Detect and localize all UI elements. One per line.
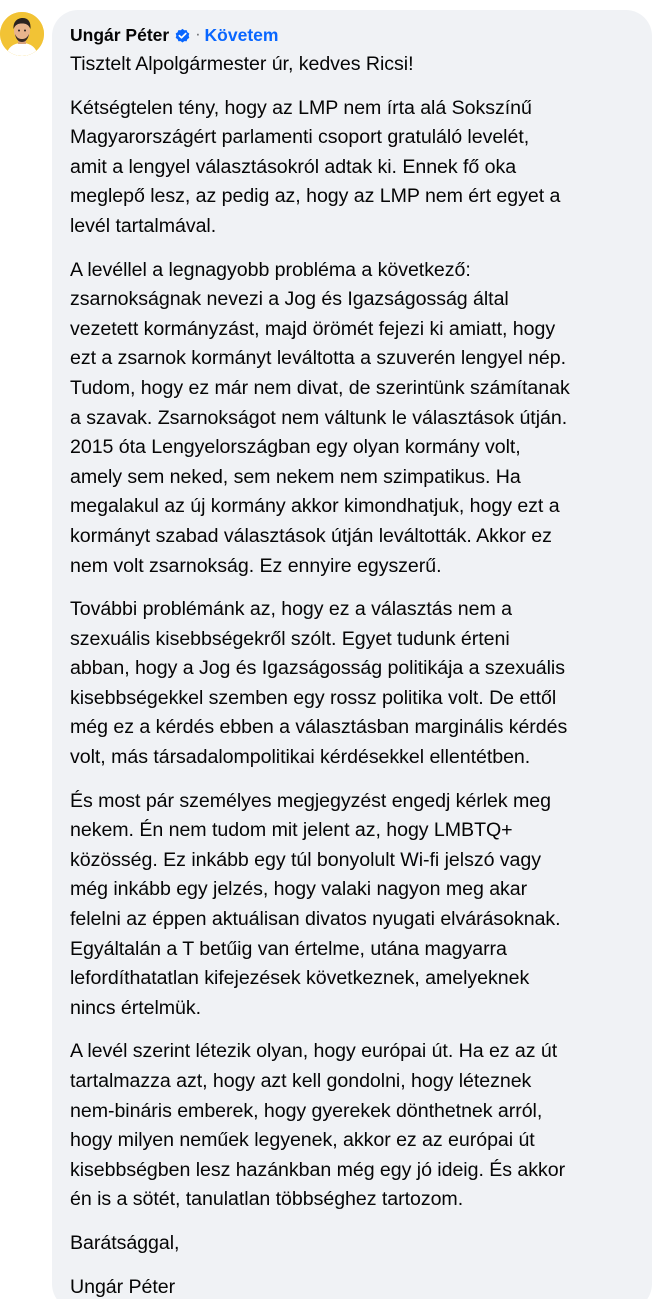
paragraph-3	[70, 595, 640, 773]
text-line: nekem. Én nem tudom mit jelent az, hogy LMBTQ+	[70, 819, 513, 842]
text-line: 2015 óta Lengyelországban egy olyan kormány volt,	[70, 436, 521, 459]
author-avatar[interactable]	[0, 12, 44, 56]
text-line: kisebbségekkel szemben egy rossz politika volt. De ettől	[70, 686, 557, 709]
text-line: én is a sötét, tanulatlan többséghez tartozom.	[70, 1188, 464, 1211]
text-line: volt, más társadalompolitikai kérdésekkel ellentétben.	[70, 746, 531, 769]
text-line: még inkább egy jelzés, hogy valaki nagyon meg akar	[70, 878, 528, 901]
text-line: tartalmazza azt, hogy azt kell gondolni, hogy léteznek	[70, 1070, 532, 1092]
text-line: A levéllel a legnagyobb probléma a következő:	[70, 258, 471, 281]
comment-header	[70, 22, 640, 48]
text-line: hogy milyen neműek legyenek, akkor ez az európai út	[70, 1129, 535, 1152]
text-line: amit a lengyel választásokról adtak ki. Ennek fő oka	[70, 155, 517, 178]
text-line: kormányt szabad választások útján leváltották. Akkor ez	[70, 524, 552, 547]
text-line: vezetett kormányzást, majd örömét fejezi ki amiatt, hogy	[70, 317, 556, 340]
header-separator: ·	[195, 26, 201, 43]
text-line: Kétségtelen tény, hogy az LMP nem írta alá Sokszínű	[70, 96, 532, 119]
text-line: Tudom, hogy ez már nem divat, de szerintünk számítanak	[70, 376, 570, 399]
text-line: közösség. Ez inkább egy túl bonyolult Wi-fi jelszó vagy	[70, 848, 541, 871]
text-line: Tisztelt Alpolgármester úr, kedves Ricsi!	[70, 53, 414, 75]
comment-body	[70, 50, 640, 1299]
text-line: felelni az éppen aktuálisan divatos nyugati elvárásoknak.	[70, 908, 561, 931]
paragraph-2	[70, 256, 640, 582]
paragraph-5	[70, 1037, 640, 1215]
text-line: levél tartalmával.	[70, 214, 217, 237]
avatar-illustration	[0, 12, 44, 56]
text-line: amely sem neked, sem nekem nem szimpatikus. Ha	[70, 465, 521, 488]
text-line: Egyáltalán a T betűig van értelme, utána magyarra	[70, 937, 507, 960]
comment-bubble	[52, 10, 652, 1299]
paragraph-signature	[70, 1273, 640, 1299]
text-line: lefordíthatatlan kifejezések következnek, amelyeknek	[70, 967, 530, 990]
author-name[interactable]: Ungár Péter	[70, 25, 170, 45]
text-line: szexuális kisebbségekről szólt. Egyet tudunk érteni	[70, 627, 510, 650]
text-line: abban, hogy a Jog és Igazságosság politikája a szexuális	[70, 657, 565, 680]
text-line: És most pár személyes megjegyzést engedj kérlek meg	[70, 789, 551, 812]
text-line: kisebbségben lesz hazánkban még egy jó ideig. És akkor	[70, 1158, 566, 1181]
text-line: zsarnokságnak nevezi a Jog és Igazságosság által	[70, 288, 509, 311]
text-line: megalakul az új kormány akkor kimondhatjuk, hogy ezt a	[70, 495, 560, 518]
text-line: Ungár Péter	[70, 1275, 176, 1298]
paragraph-1	[70, 94, 640, 242]
text-line: További problémánk az, hogy ez a választás nem a	[70, 598, 512, 621]
text-line: Barátsággal,	[70, 1231, 180, 1254]
paragraph-4	[70, 787, 640, 1024]
verified-badge-icon	[174, 27, 191, 44]
paragraph-closing	[70, 1229, 640, 1259]
text-line: nem-bináris emberek, hogy gyerekek dönthetnek arról,	[70, 1099, 543, 1122]
follow-button[interactable]: Követem	[204, 25, 279, 45]
text-line: a szavak. Zsarnokságot nem váltunk le választások útján.	[70, 406, 568, 429]
text-line: nincs értelmük.	[70, 996, 202, 1019]
text-line: Magyarországért parlamenti csoport gratuláló levelét,	[70, 126, 530, 149]
text-line: meglepő lesz, az pedig az, hogy az LMP nem ért egyet a	[70, 185, 561, 208]
text-line: A levél szerint létezik olyan, hogy európai út. Ha ez az út	[70, 1040, 558, 1063]
paragraph-greeting	[70, 50, 640, 80]
text-line: ezt a zsarnok kormányt leváltotta a szuverén lengyel nép.	[70, 347, 566, 370]
text-line: nem volt zsarnokság. Ez ennyire egyszerű.	[70, 554, 442, 577]
text-line: még ez a kérdés ebben a választásban marginális kérdés	[70, 716, 568, 739]
